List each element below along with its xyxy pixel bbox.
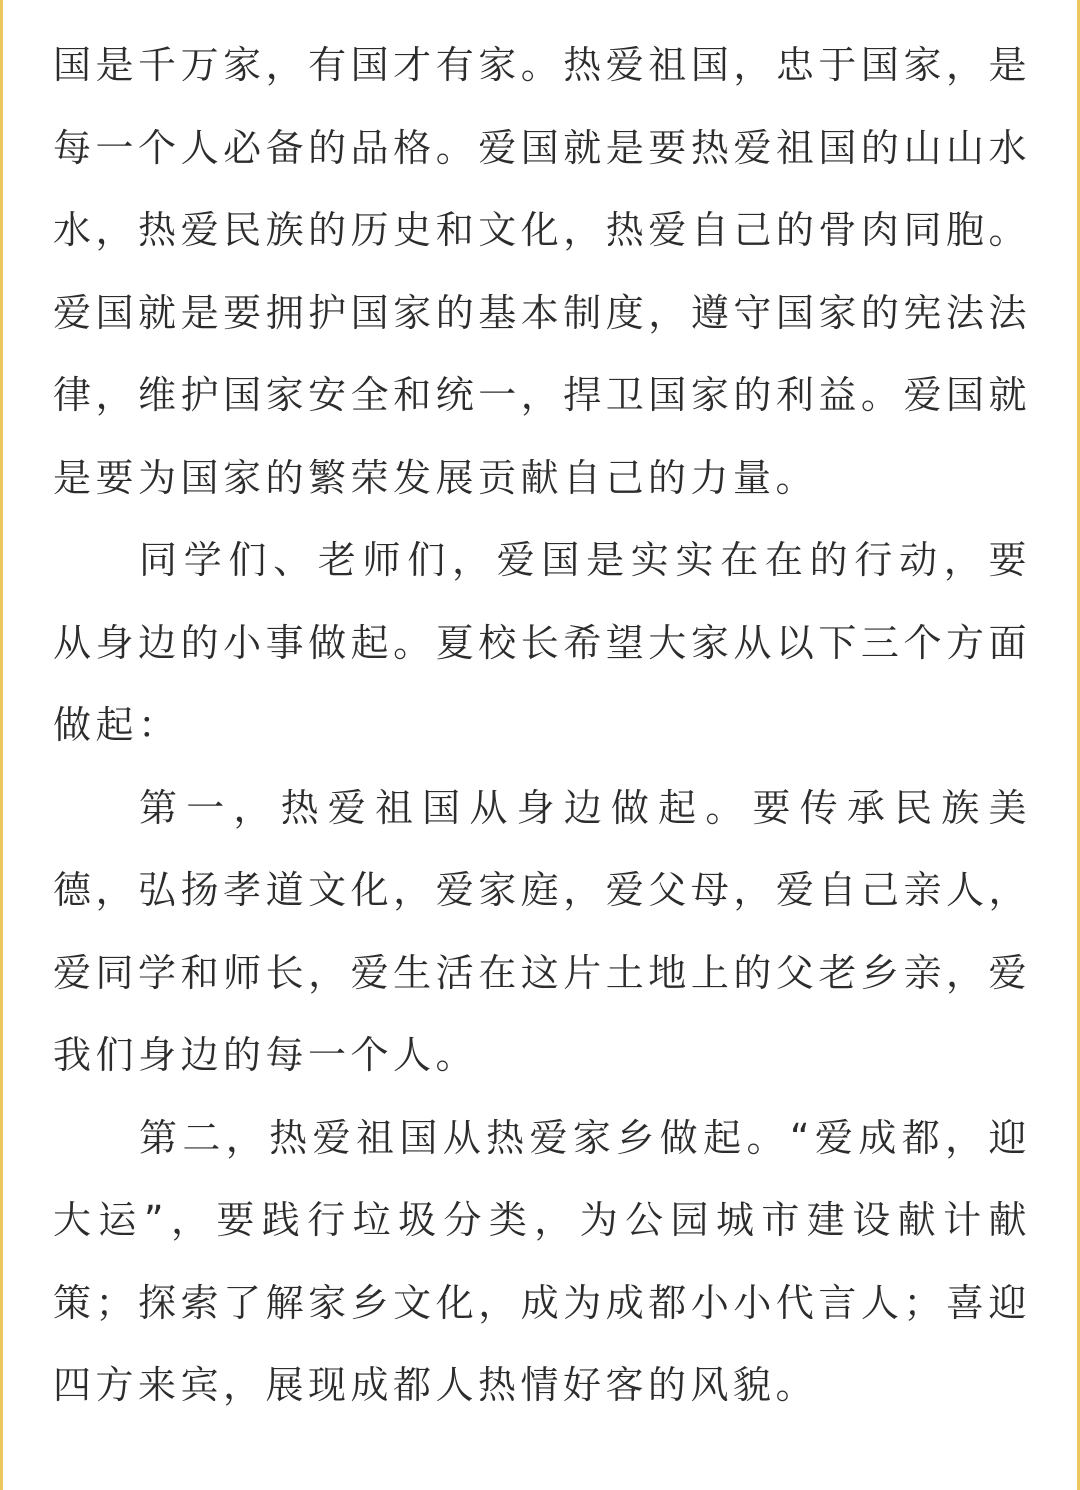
paragraph-point-one: 第一，热爱祖国从身边做起。要传承民族美德，弘扬孝道文化，爱家庭，爱父母，爱自己亲人，爱同学和师长，爱生活在这片土地上的父老乡亲，爱我们身边的每一个人。 — [53, 785, 1031, 1077]
paragraph-point-two: 第二，热爱祖国从热爱家乡做起。“爱成都，迎大运”，要践行垃圾分类，为公园城市建设献计献策；探索了解家乡文化，成为成都小小代言人；喜迎四方来宾，展现成都人热情好客的风貌。 — [53, 1115, 1031, 1407]
article-body — [53, 24, 1031, 1427]
paragraph-patriotism-definition: 国是千万家，有国才有家。热爱祖国，忠于国家，是每一个人必备的品格。爱国就是要热爱祖国的山山水水，热爱民族的历史和文化，热爱自己的骨肉同胞。爱国就是要拥护国家的基本制度，遵守国家的宪法法律，维护国家安全和统一，捍卫国家的利益。爱国就是要为国家的繁荣发展贡献自己的力量。 — [53, 43, 1031, 500]
paragraph-call-to-action: 同学们、老师们，爱国是实实在在的行动，要从身边的小事做起。夏校长希望大家从以下三个方面做起： — [53, 538, 1031, 747]
left-border-line — [0, 0, 3, 1490]
